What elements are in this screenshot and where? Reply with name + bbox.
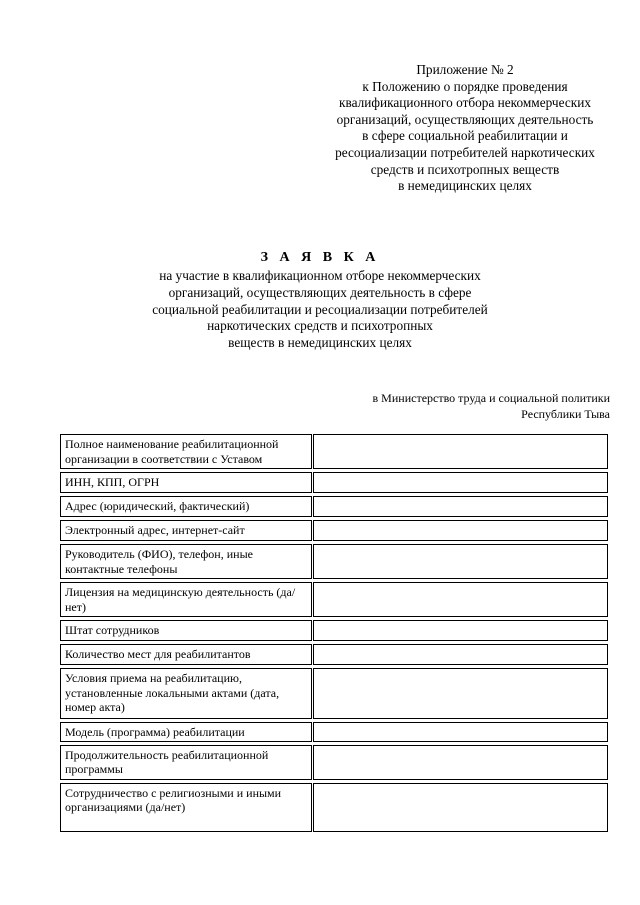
form-row-value-field[interactable] — [313, 745, 608, 779]
form-row — [61, 473, 608, 493]
form-row-label: Штат сотрудников — [61, 621, 313, 641]
form-row-value-field[interactable] — [313, 497, 608, 517]
title-heading: З А Я В К А — [260, 250, 380, 265]
appendix-line: к Положению о порядке проведения — [362, 78, 568, 94]
form-row-value-field[interactable] — [313, 545, 608, 579]
recipient-line: в Министерство труда и социальной политики — [372, 391, 610, 405]
recipient-line: Республики Тыва — [521, 407, 610, 421]
form-row — [61, 645, 608, 665]
document-title — [0, 248, 640, 352]
subtitle-line: наркотических средств и психотропных — [207, 318, 433, 334]
appendix-line: ресоциализации потребителей наркотических — [335, 144, 595, 160]
application-form-table — [60, 434, 608, 832]
subtitle-line: социальной реабилитации и ресоциализации потребителей — [152, 301, 488, 317]
appendix-line: средств и психотропных веществ — [370, 161, 560, 177]
form-row-value-field[interactable] — [313, 583, 608, 617]
form-row-value-field[interactable] — [313, 521, 608, 541]
title-subtitle — [110, 268, 530, 352]
form-row-label: ИНН, КПП, ОГРН — [61, 473, 313, 493]
form-row — [61, 783, 608, 831]
subtitle-line: на участие в квалификационном отборе некоммерческих — [159, 268, 481, 283]
form-row-label: Количество мест для реабилитантов — [61, 645, 313, 665]
form-row-value-field[interactable] — [313, 473, 608, 493]
form-row-label: Модель (программа) реабилитации — [61, 723, 313, 742]
form-row-label: Условия приема на реабилитацию, установленные локальными актами (дата, номер акта) — [61, 669, 313, 719]
form-row — [61, 745, 608, 779]
form-row-label: Лицензия на медицинскую деятельность (да/нет) — [61, 583, 313, 617]
form-row-label: Руководитель (ФИО), телефон, иные контактные телефоны — [61, 545, 313, 579]
recipient-block — [373, 390, 610, 422]
appendix-block — [300, 62, 630, 195]
form-row-label: Полное наименование реабилитационной организации в соответствии с Уставом — [61, 435, 313, 469]
form-row-label: Адрес (юридический, фактический) — [61, 497, 313, 517]
form-row-value-field[interactable] — [313, 645, 608, 665]
form-row — [61, 545, 608, 579]
appendix-line: организаций, осуществляющих деятельность — [336, 111, 594, 127]
form-row-value-field[interactable] — [313, 723, 608, 742]
form-row — [61, 497, 608, 517]
form-row — [61, 621, 608, 641]
form-row-value-field[interactable] — [313, 669, 608, 719]
form-row — [61, 723, 608, 742]
subtitle-line: веществ в немедицинских целях — [228, 335, 412, 351]
appendix-line: в сфере социальной реабилитации и — [362, 128, 568, 144]
form-row-label: Электронный адрес, интернет-сайт — [61, 521, 313, 541]
appendix-line: в немедицинских целях — [398, 178, 532, 194]
appendix-line: Приложение № 2 — [416, 62, 514, 77]
form-row-value-field[interactable] — [313, 435, 608, 469]
form-row-label: Продолжительность реабилитационной программы — [61, 745, 313, 779]
subtitle-line: организаций, осуществляющих деятельность в сфере — [168, 284, 472, 300]
form-row — [61, 521, 608, 541]
appendix-line: квалификационного отбора некоммерческих — [339, 95, 591, 111]
form-row — [61, 583, 608, 617]
form-row-label: Сотрудничество с религиозными и иными организациями (да/нет) — [61, 783, 313, 831]
form-row — [61, 669, 608, 719]
form-row — [61, 435, 608, 469]
form-row-value-field[interactable] — [313, 783, 608, 831]
form-row-value-field[interactable] — [313, 621, 608, 641]
